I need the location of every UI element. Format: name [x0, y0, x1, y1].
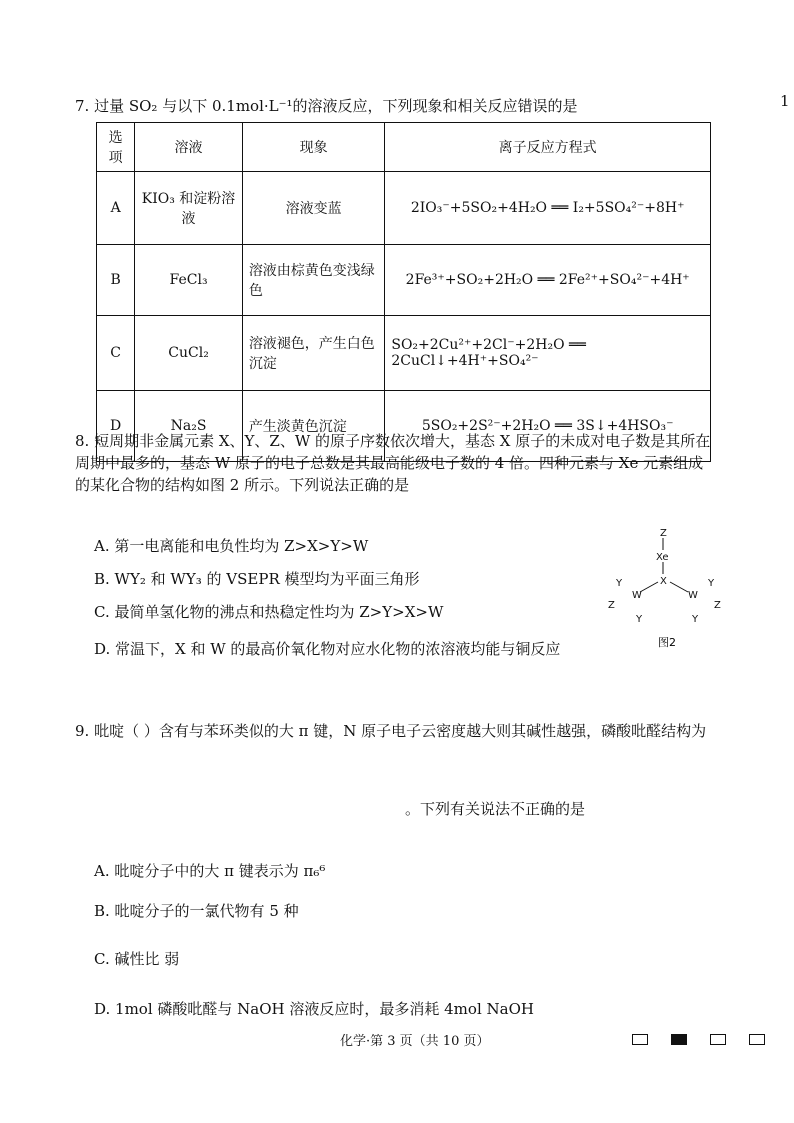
question-9-option-c: C. 碱性比 弱 — [94, 950, 180, 968]
svg-text:Xe: Xe — [656, 552, 669, 563]
row-a-solution: KIO₃ 和淀粉溶液 — [135, 172, 243, 245]
question-8-option-a: A. 第一电离能和电负性均为 Z>X>Y>W — [94, 537, 369, 555]
svg-text:Z: Z — [660, 528, 667, 539]
row-b-option: B — [97, 245, 135, 316]
row-c-solution: CuCl₂ — [135, 316, 243, 391]
svg-text:X: X — [660, 576, 667, 587]
svg-text:Y: Y — [616, 578, 623, 589]
row-b-equation: 2Fe³⁺+SO₂+2H₂O ══ 2Fe²⁺+SO₄²⁻+4H⁺ — [385, 245, 711, 316]
row-d-option: D — [97, 391, 135, 462]
row-c-equation: SO₂+2Cu²⁺+2Cl⁻+2H₂O ══ 2CuCl↓+4H⁺+SO₄²⁻ — [385, 316, 711, 391]
row-b-solution: FeCl₃ — [135, 245, 243, 316]
svg-text:Y: Y — [692, 614, 699, 625]
svg-text:Z: Z — [608, 600, 615, 611]
row-c-option: C — [97, 316, 135, 391]
question-8-option-c: C. 最简单氢化物的沸点和热稳定性均为 Z>Y>X>W — [94, 603, 444, 621]
svg-text:Y: Y — [708, 578, 715, 589]
question-9 — [75, 720, 715, 820]
svg-text:Z: Z — [714, 600, 721, 611]
mark-box-filled — [671, 1034, 687, 1045]
row-d-equation: 5SO₂+2S²⁻+2H₂O ══ 3S↓+4HSO₃⁻ — [385, 391, 711, 462]
question-9-option-b: B. 吡啶分子的一氯代物有 5 种 — [94, 902, 299, 920]
mark-box — [749, 1034, 765, 1045]
svg-text:Y: Y — [636, 614, 643, 625]
svg-text:W: W — [688, 590, 698, 601]
question-8-option-b: B. WY₂ 和 WY₃ 的 VSEPR 模型均为平面三角形 — [94, 570, 420, 588]
question-7-title: 7. 过量 SO₂ 与以下 0.1mol·L⁻¹的溶液反应，下列现象和相关反应错误的是 — [75, 97, 578, 115]
question-8-option-d: D. 常温下，X 和 W 的最高价氧化物对应水化物的浓溶液均能与铜反应 — [94, 640, 561, 658]
header-observation: 现象 — [242, 123, 385, 172]
header-option: 选项 — [97, 123, 135, 172]
row-d-observation: 产生淡黄色沉淀 — [242, 391, 385, 462]
row-b-observation: 溶液由棕黄色变浅绿色 — [242, 245, 385, 316]
mark-box — [632, 1034, 648, 1045]
question-8 — [75, 430, 715, 508]
question-9-stem-2: 。下列有关说法不正确的是 — [405, 800, 586, 818]
question-8-stem: 8. 短周期非金属元素 X、Y、Z、W 的原子序数依次增大，基态 X 原子的未成对电子数是其所在周期中最多的，基态 W 原子的电子总数是其最高能级电子数的 4 倍。四种元素与 Xe 元素组成的某化合物的结构如图 2 所示。下列说法正确的是 — [75, 432, 711, 494]
page-number: 1 — [780, 92, 790, 110]
question-7-table — [96, 122, 711, 462]
svg-text:W: W — [632, 590, 642, 601]
page-footer: 化学·第 3 页（共 10 页） — [340, 1034, 490, 1049]
question-9-option-d: D. 1mol 磷酸吡醛与 NaOH 溶液反应时，最多消耗 4mol NaOH — [94, 1000, 534, 1018]
row-a-equation: 2IO₃⁻+5SO₂+4H₂O ══ I₂+5SO₄²⁻+8H⁺ — [385, 172, 711, 245]
question-9-option-a: A. 吡啶分子中的大 π 键表示为 π₆⁶ — [94, 862, 326, 880]
header-equation: 离子反应方程式 — [385, 123, 711, 172]
question-9-stem-1: 9. 吡啶（ ）含有与苯环类似的大 π 键，N 原子电子云密度越大则其碱性越强，磷酸吡醛结构为 — [75, 722, 707, 740]
row-c-observation: 溶液褪色，产生白色沉淀 — [242, 316, 385, 391]
page-marks — [632, 1030, 783, 1049]
figure-2-label: 图2 — [658, 636, 676, 649]
row-d-solution: Na₂S — [135, 391, 243, 462]
figure-2-structure — [600, 526, 730, 656]
header-solution: 溶液 — [135, 123, 243, 172]
row-a-observation: 溶液变蓝 — [242, 172, 385, 245]
row-a-option: A — [97, 172, 135, 245]
mark-box — [710, 1034, 726, 1045]
